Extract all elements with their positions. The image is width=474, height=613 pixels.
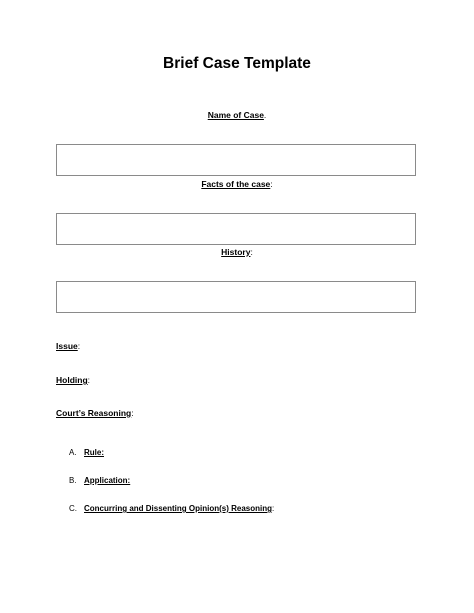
name-of-case-label-suffix: .	[263, 110, 267, 120]
history-label-suffix: :	[250, 247, 253, 257]
holding-label-suffix: :	[87, 375, 91, 385]
name-of-case-field[interactable]	[56, 144, 416, 176]
reasoning-label	[56, 408, 134, 418]
holding-label-text: Holding	[56, 375, 88, 385]
issue-label	[56, 341, 80, 351]
name-of-case-label-text: Name of Case	[207, 110, 264, 120]
reasoning-item-suffix: :	[272, 504, 275, 513]
reasoning-label-text: Court’s Reasoning	[56, 408, 132, 418]
reasoning-item-application	[69, 476, 130, 485]
history-label-text: History	[221, 247, 251, 257]
history-field[interactable]	[56, 281, 416, 313]
facts-label-suffix: :	[270, 179, 273, 189]
holding-label	[56, 375, 90, 385]
facts-label	[0, 179, 474, 189]
reasoning-item-opinions	[69, 504, 274, 513]
list-marker: B.	[69, 476, 77, 485]
history-label	[0, 247, 474, 257]
page-title: Brief Case Template	[163, 55, 311, 72]
issue-label-suffix: :	[77, 341, 81, 351]
reasoning-label-suffix: :	[131, 408, 134, 418]
facts-field[interactable]	[56, 213, 416, 245]
reasoning-item-label: Application:	[84, 476, 131, 485]
reasoning-item-rule	[69, 448, 104, 457]
name-of-case-label	[0, 110, 474, 120]
reasoning-item-label: Concurring and Dissenting Opinion(s) Reasoning	[84, 504, 273, 513]
facts-label-text: Facts of the case	[201, 179, 271, 189]
list-marker: A.	[69, 448, 77, 457]
reasoning-item-label: Rule:	[84, 448, 104, 457]
issue-label-text: Issue	[56, 341, 78, 351]
list-marker: C.	[69, 504, 77, 513]
